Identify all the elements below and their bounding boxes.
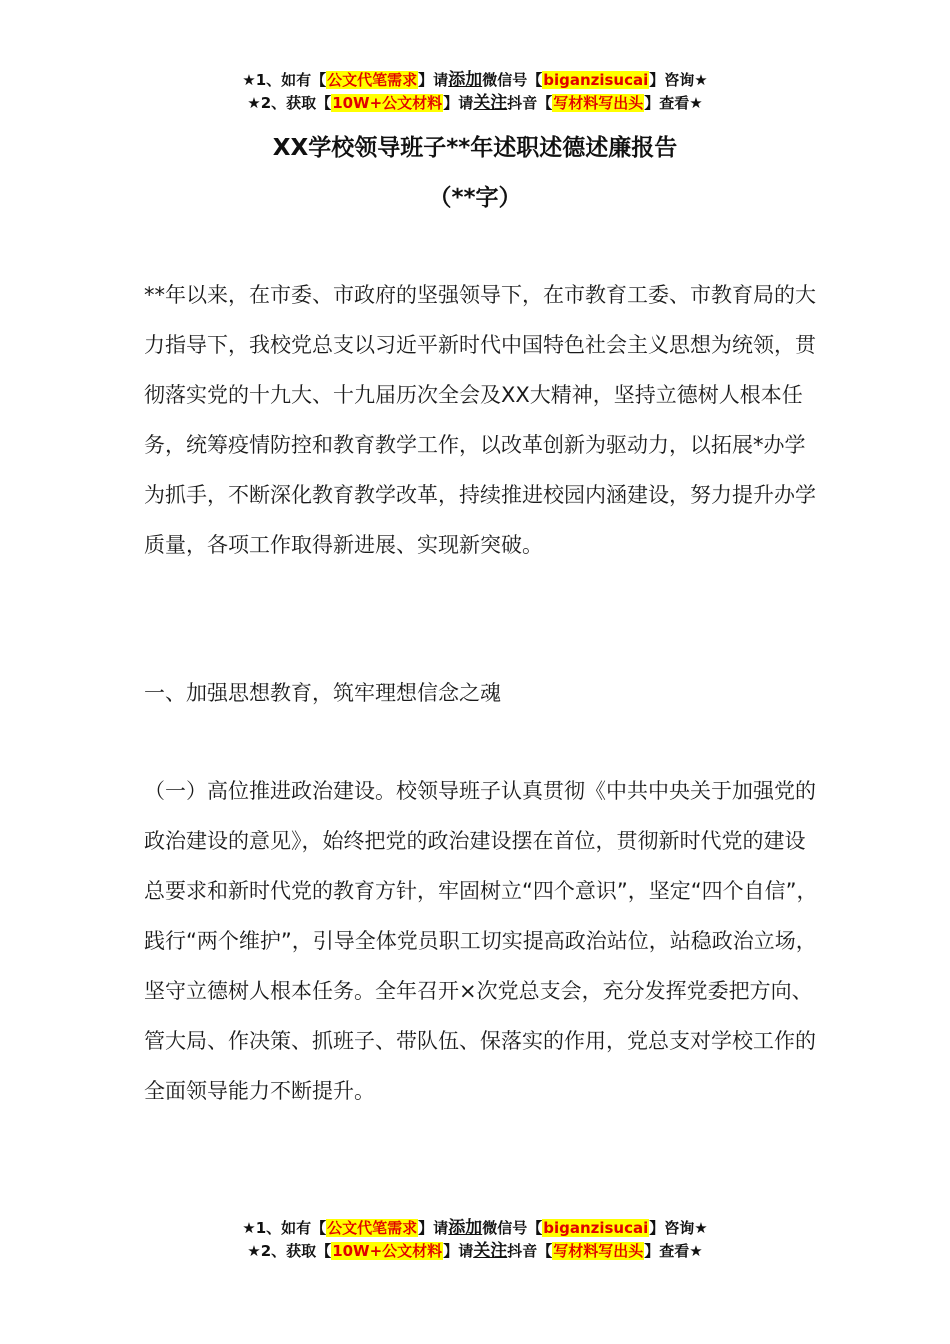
document-subtitle: （**字） — [428, 185, 522, 211]
promo-text: ★2、获取【 — [247, 94, 332, 112]
promo-text: ★1、如有【 — [242, 71, 327, 89]
promo-text: 】请 — [443, 94, 474, 112]
promo-highlight: 10W+公文材料 — [332, 1242, 443, 1260]
promo-text: ★1、如有【 — [242, 1219, 327, 1237]
promo-emphasis: 关注 — [473, 1241, 508, 1261]
promo-text: 】请 — [418, 1219, 449, 1237]
promo-line-2 — [0, 1240, 950, 1263]
promo-banner-top — [0, 69, 950, 115]
promo-highlight: 写材料写出头 — [553, 1242, 644, 1260]
promo-emphasis: 关注 — [473, 93, 508, 113]
promo-highlight: biganzisucai — [543, 1219, 649, 1237]
promo-text: 】查看★ — [644, 1242, 703, 1260]
promo-line-2 — [0, 92, 950, 115]
section-heading — [144, 668, 824, 718]
promo-line-1 — [0, 1217, 950, 1240]
promo-emphasis: 添加 — [448, 70, 483, 90]
promo-text: ★2、获取【 — [247, 1242, 332, 1260]
section-heading-text: 一、加强思想教育，筑牢理想信念之魂 — [144, 681, 501, 705]
promo-banner-bottom — [0, 1217, 950, 1263]
promo-line-1 — [0, 69, 950, 92]
promo-text: 】请 — [418, 71, 449, 89]
promo-text: 】咨询★ — [649, 1219, 708, 1237]
promo-highlight: 10W+公文材料 — [332, 94, 443, 112]
promo-text: 微信号【 — [482, 71, 543, 89]
promo-highlight: biganzisucai — [543, 71, 649, 89]
body-paragraph-text: （一）高位推进政治建设。校领导班子认真贯彻《中共中央关于加强党的政治建设的意见》，始终把党的政治建设摆在首位，贯彻新时代党的建设总要求和新时代党的教育方针，牢固树立“四个意识”，坚定“四个自信”，践行“两个维护”，引导全体党员职工切实提高政治站位，站稳政治立场，坚守立德树人根本任务。全年召开×次党总支会，充分发挥党委把方向、管大局、作决策、抓班子、带队伍、保落实的作用，党总支对学校工作的全面领导能力不断提升。 — [144, 779, 818, 1103]
document-title: XX学校领导班子**年述职述德述廉报告 — [272, 135, 678, 161]
intro-text: **年以来，在市委、市政府的坚强领导下，在市教育工委、市教育局的大力指导下，我校党总支以习近平新时代中国特色社会主义思想为统领，贯彻落实党的十九大、十九届历次全会及XX大精神，坚持立德树人根本任务，统筹疫情防控和教育教学工作，以改革创新为驱动力，以拓展*办学为抓手，不断深化教育教学改革，持续推进校园内涵建设，努力提升办学质量，各项工作取得新进展、实现新突破。 — [144, 283, 816, 557]
promo-text: 抖音【 — [507, 1242, 553, 1260]
promo-text: 】请 — [443, 1242, 474, 1260]
promo-highlight: 公文代笔需求 — [327, 1219, 418, 1237]
promo-text: 微信号【 — [482, 1219, 543, 1237]
promo-text: 】查看★ — [644, 94, 703, 112]
intro-paragraph — [144, 270, 824, 570]
promo-text: 】咨询★ — [649, 71, 708, 89]
promo-emphasis: 添加 — [448, 1218, 483, 1238]
body-paragraph — [144, 766, 824, 1116]
promo-text: 抖音【 — [507, 94, 553, 112]
promo-highlight: 公文代笔需求 — [327, 71, 418, 89]
promo-highlight: 写材料写出头 — [553, 94, 644, 112]
